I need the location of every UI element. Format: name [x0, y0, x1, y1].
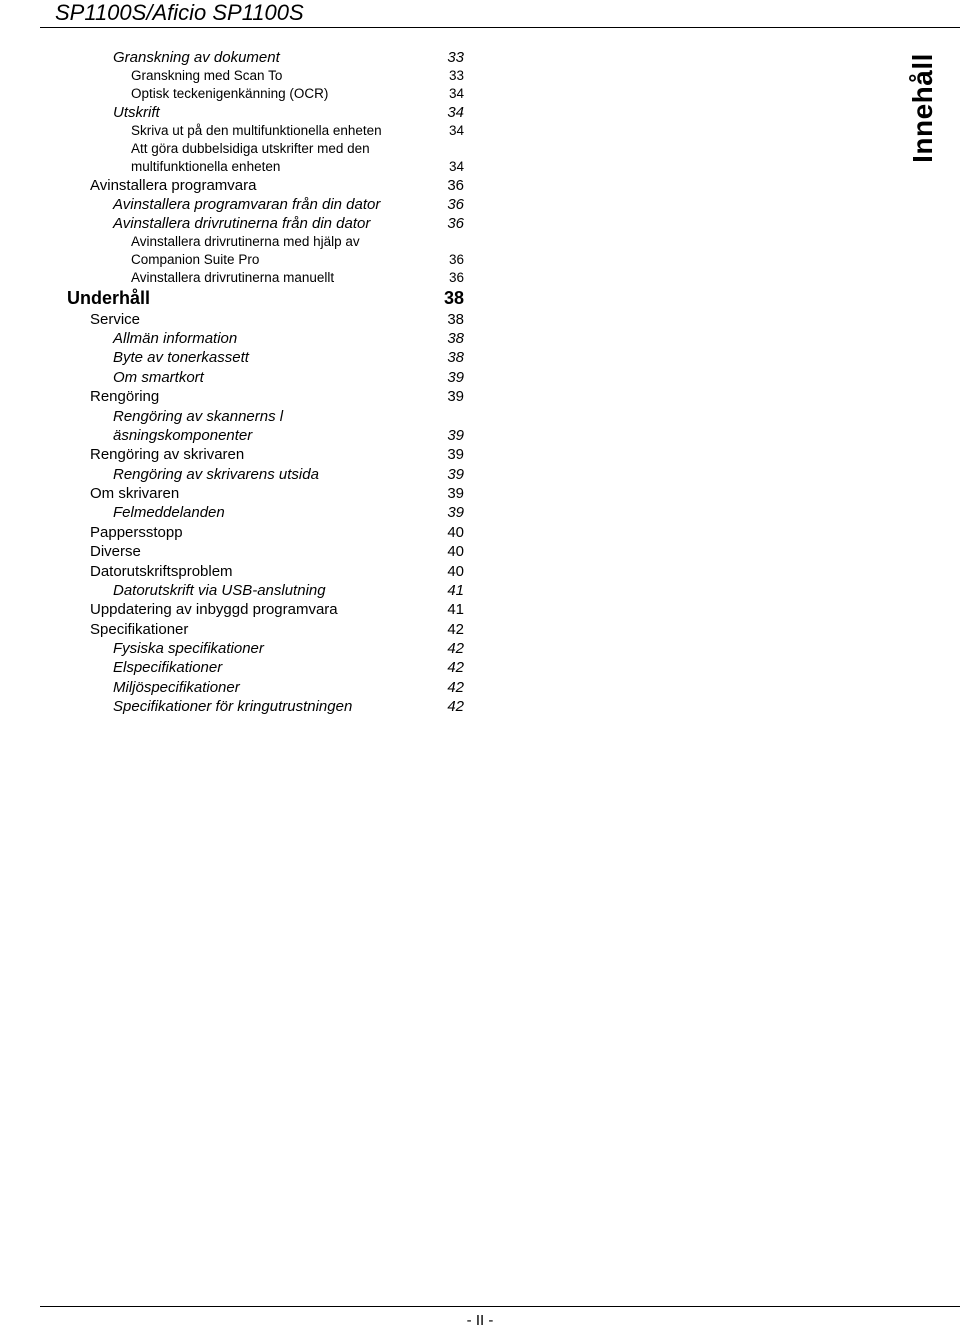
toc-entry-page: 34: [448, 123, 464, 138]
toc-entry-page: 42: [447, 640, 464, 657]
toc-entry-title: Rengöring: [90, 388, 160, 405]
toc-entry-page: 38: [443, 288, 464, 308]
toc-entry[interactable]: [0, 388, 960, 408]
toc-entry[interactable]: [0, 215, 960, 235]
toc-entry-page: 39: [447, 388, 464, 405]
toc-entry-title: Elspecifikationer: [113, 659, 223, 676]
page-number: - II -: [466, 1312, 494, 1329]
toc-entry-title: Utskrift: [113, 104, 160, 121]
toc-entry-page: 39: [447, 504, 464, 521]
toc-entry-title: Optisk teckenigenkänning (OCR): [131, 86, 329, 101]
toc-entry-title: Miljöspecifikationer: [113, 679, 240, 696]
toc-entry-title: Companion Suite Pro: [131, 252, 260, 267]
toc-entry-page: 38: [447, 349, 464, 366]
toc-entry[interactable]: [0, 196, 960, 216]
toc-entry[interactable]: [0, 524, 960, 544]
toc-entry[interactable]: [0, 485, 960, 505]
toc-entry[interactable]: [0, 252, 960, 272]
toc-entry-title: Avinstallera drivrutinerna manuellt: [131, 270, 335, 285]
toc-entry-title: Pappersstopp: [90, 524, 183, 541]
toc-entry[interactable]: [0, 104, 960, 124]
toc-entry-page: 41: [447, 601, 464, 618]
toc-entry-page: 34: [448, 159, 464, 174]
toc-entry-title: Fysiska specifikationer: [113, 640, 264, 657]
toc-entry-page: 39: [447, 369, 464, 386]
toc-entry-page: 36: [447, 196, 464, 213]
toc-entry-title: Avinstallera programvaran från din dator: [113, 196, 381, 213]
toc-entry[interactable]: [0, 679, 960, 699]
toc-entry[interactable]: [0, 270, 960, 290]
toc-entry[interactable]: [0, 234, 960, 254]
toc-entry-title: Om skrivaren: [90, 485, 180, 502]
page-header-title: SP1100S/Aficio SP1100S: [55, 0, 304, 25]
toc-entry[interactable]: [0, 49, 960, 69]
toc-entry-page: 40: [447, 524, 464, 541]
footer-divider: [40, 1306, 960, 1307]
toc-entry-title: Rengöring av skannerns l: [113, 408, 284, 425]
toc-entry-page: 39: [447, 446, 464, 463]
toc-entry-title: Datorutskriftsproblem: [90, 563, 233, 580]
toc-entry-title: Skriva ut på den multifunktionella enheten: [131, 123, 382, 138]
toc-entry-page: 33: [448, 68, 464, 83]
toc-entry-title: Granskning med Scan To: [131, 68, 283, 83]
toc-entry-title: Rengöring av skrivarens utsida: [113, 466, 319, 483]
toc-entry-title: Specifikationer för kringutrustningen: [113, 698, 353, 715]
toc-entry-title: äsningskomponenter: [113, 427, 253, 444]
toc-entry-title: Om smartkort: [113, 369, 204, 386]
toc-entry[interactable]: [0, 698, 960, 718]
toc-entry-page: 41: [447, 582, 464, 599]
toc-entry[interactable]: [0, 369, 960, 389]
toc-entry-title: Att göra dubbelsidiga utskrifter med den: [131, 141, 370, 156]
toc-entry-page: 36: [448, 252, 464, 267]
toc-entry-page: 38: [447, 311, 464, 328]
toc-entry-title: Service: [90, 311, 141, 328]
toc-entry-title: Datorutskrift via USB-anslutning: [113, 582, 326, 599]
toc-entry[interactable]: [0, 659, 960, 679]
toc-entry-title: Byte av tonerkassett: [113, 349, 249, 366]
toc-entry-page: 36: [448, 270, 464, 285]
toc-entry[interactable]: [0, 141, 960, 161]
section-side-tab-label: Innehåll: [907, 52, 938, 163]
toc-entry-title: Rengöring av skrivaren: [90, 446, 245, 463]
toc-entry-title: Avinstallera programvara: [90, 177, 257, 194]
toc-entry-page: 36: [447, 177, 464, 194]
toc-entry[interactable]: [0, 330, 960, 350]
toc-entry-title: Underhåll: [67, 288, 151, 308]
toc-entry-page: 42: [447, 698, 464, 715]
toc-entry[interactable]: [0, 177, 960, 197]
toc-entry-title: Avinstallera drivrutinerna från din dator: [113, 215, 371, 232]
toc-entry[interactable]: [0, 159, 960, 179]
toc-entry[interactable]: [0, 123, 960, 143]
toc-entry[interactable]: [0, 288, 960, 308]
toc-entry-page: 39: [447, 485, 464, 502]
toc-entry-title: Avinstallera drivrutinerna med hjälp av: [131, 234, 360, 249]
toc-entry-page: 42: [447, 621, 464, 638]
toc-entry-page: 40: [447, 563, 464, 580]
toc-entry-page: 34: [448, 86, 464, 101]
toc-entry-title: Uppdatering av inbyggd programvara: [90, 601, 338, 618]
toc-entry-title: Granskning av dokument: [113, 49, 280, 66]
toc-entry-title: Felmeddelanden: [113, 504, 225, 521]
toc-entry-title: Diverse: [90, 543, 141, 560]
toc-entry[interactable]: [0, 446, 960, 466]
toc-entry-page: 36: [447, 215, 464, 232]
toc-entry[interactable]: [0, 427, 960, 447]
toc-entry-page: 42: [447, 679, 464, 696]
toc-entry-page: 38: [447, 330, 464, 347]
toc-entry-page: 39: [447, 466, 464, 483]
toc-entry[interactable]: [0, 504, 960, 524]
header-divider: [40, 27, 960, 28]
toc-entry-title: multifunktionella enheten: [131, 159, 281, 174]
toc-entry[interactable]: [0, 582, 960, 602]
toc-entry-page: 34: [447, 104, 464, 121]
toc-entry-page: 42: [447, 659, 464, 676]
toc-entry[interactable]: [0, 543, 960, 563]
toc-entry[interactable]: [0, 311, 960, 331]
toc-entry[interactable]: [0, 408, 960, 428]
toc-entry-page: 40: [447, 543, 464, 560]
toc-entry[interactable]: [0, 621, 960, 641]
toc-entry[interactable]: [0, 466, 960, 486]
toc-entry[interactable]: [0, 86, 960, 106]
toc-entry[interactable]: [0, 601, 960, 621]
toc-entry-title: Specifikationer: [90, 621, 189, 638]
toc-entry[interactable]: [0, 563, 960, 583]
toc-entry[interactable]: [0, 349, 960, 369]
toc-entry-title: Allmän information: [113, 330, 238, 347]
toc-entry-page: 33: [447, 49, 464, 66]
toc-entry[interactable]: [0, 68, 960, 88]
toc-entry-page: 39: [447, 427, 464, 444]
toc-entry[interactable]: [0, 640, 960, 660]
